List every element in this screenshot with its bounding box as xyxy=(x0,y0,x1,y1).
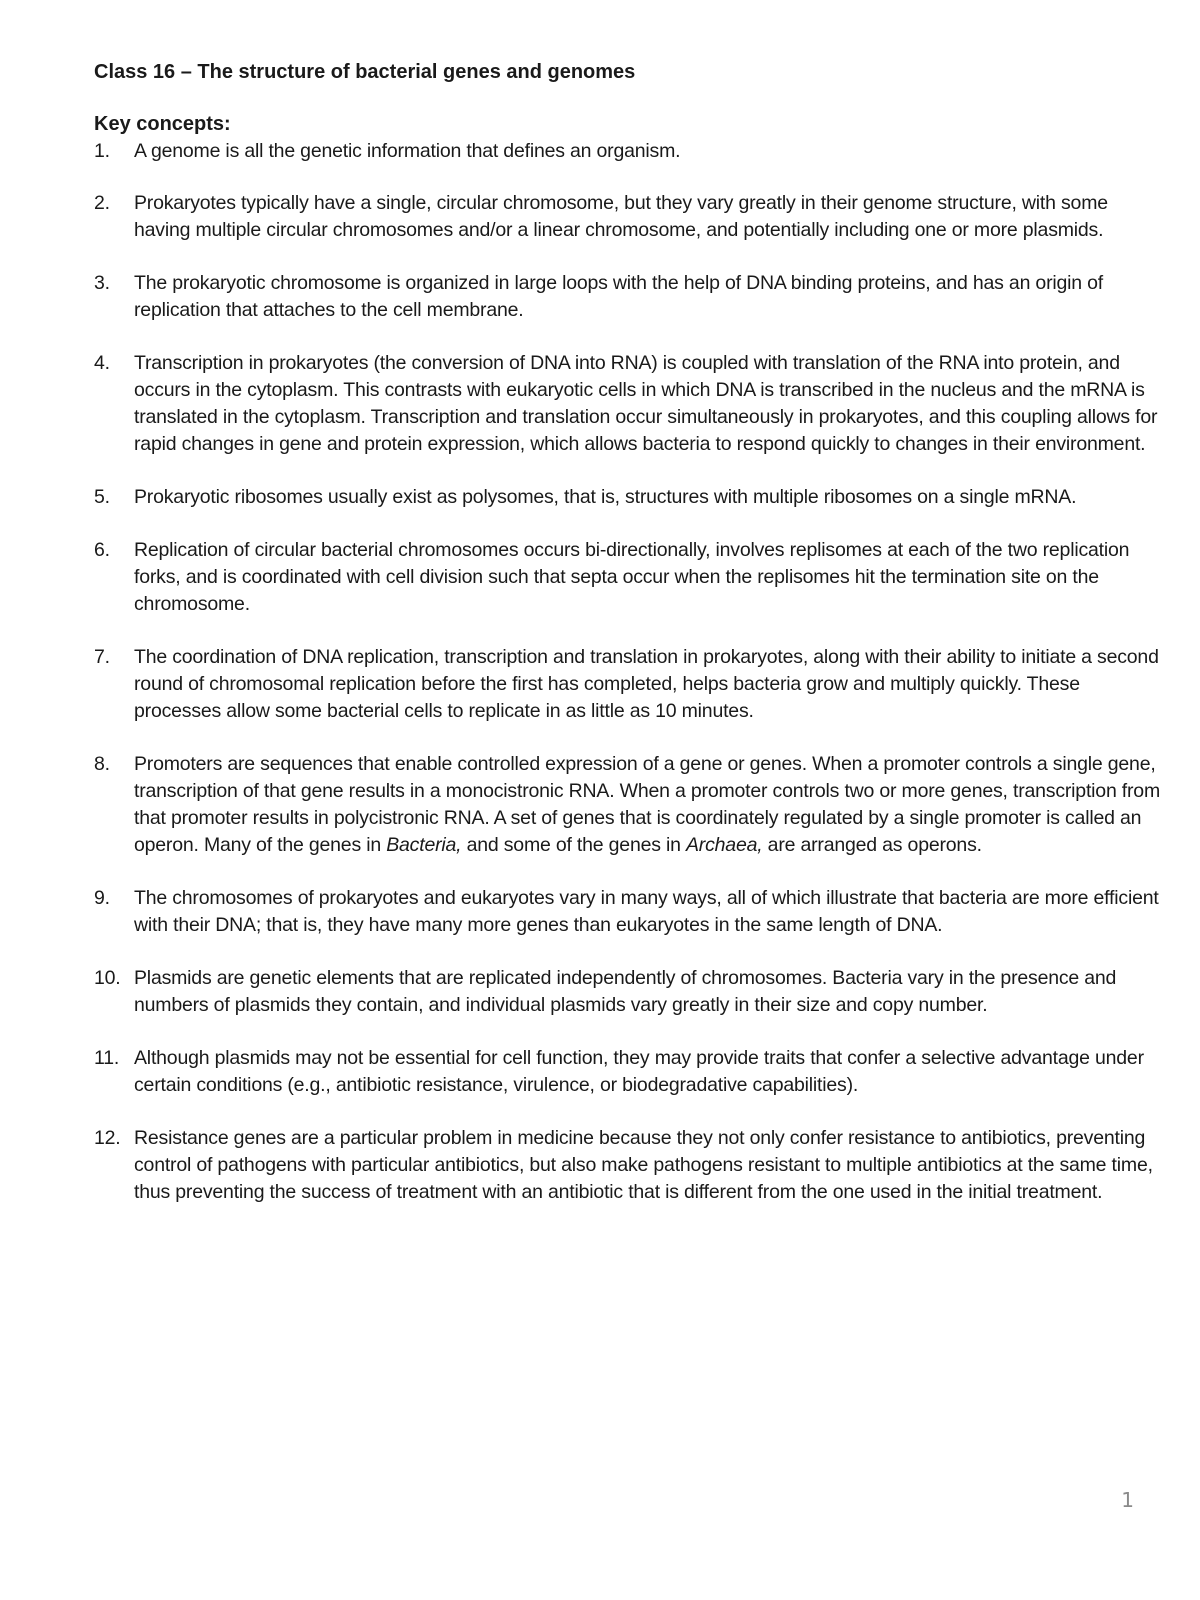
item-text: The prokaryotic chromosome is organized in large loops with the help of DNA binding proteins, and has an origin of replication that attaches to the cell membrane. xyxy=(134,272,1104,321)
item-text: Prokaryotic ribosomes usually exist as polysomes, that is, structures with multiple ribosomes on a single mRNA. xyxy=(134,486,1077,508)
list-item xyxy=(94,965,1164,1019)
item-number: 11. xyxy=(94,1047,120,1069)
list-item xyxy=(94,484,1164,511)
taxon-bacteria: Bacteria, xyxy=(386,834,462,856)
item-text xyxy=(134,753,1160,856)
list-item xyxy=(94,1045,1164,1099)
list-item xyxy=(94,270,1164,324)
list-item xyxy=(94,1125,1164,1206)
item-text: Although plasmids may not be essential for cell function, they may provide traits that confer a selective advantage under certain conditions (e.g., antibiotic resistance, virulence, or biodegradative capabilities). xyxy=(134,1047,1144,1096)
list-item xyxy=(94,751,1164,859)
page-title: Class 16 – The structure of bacterial genes and genomes xyxy=(94,61,636,83)
item-number: 2. xyxy=(94,192,110,214)
list-item xyxy=(94,138,1164,165)
item-number: 3. xyxy=(94,272,110,294)
item-text: The coordination of DNA replication, transcription and translation in prokaryotes, along with their ability to initiate a second round of chromosomal replication before the first has completed, helps bacteria grow and multiply quickly. These processes allow some bacterial cells to replicate in as little as 10 minutes. xyxy=(134,646,1159,722)
item-text: Plasmids are genetic elements that are replicated independently of chromosomes. Bacteria vary in the presence and numbers of plasmids they contain, and individual plasmids vary greatly in their size and copy number. xyxy=(134,967,1117,1016)
item-number: 12. xyxy=(94,1127,121,1149)
item-text: Resistance genes are a particular problem in medicine because they not only confer resistance to antibiotics, preventing control of pathogens with particular antibiotics, but also make pathogens resistant to multiple antibiotics at the same time, thus preventing the success of treatment with an antibiotic that is different from the one used in the initial treatment. xyxy=(134,1127,1153,1203)
item-number: 9. xyxy=(94,887,110,909)
item-number: 10. xyxy=(94,967,121,989)
item-text-part: Promoters are sequences that enable controlled expression of a gene or genes. When a promoter controls a single gene, transcription of that gene results in a monocistronic RNA. When a promoter controls two or more genes, transcription from that promoter results in polycistronic RNA. A set of genes that is coordinately regulated by a single promoter is called an operon. Many of the genes in xyxy=(134,753,1161,856)
taxon-archaea: Archaea, xyxy=(686,834,763,856)
item-text-part: and some of the genes in xyxy=(461,834,686,856)
item-number: 4. xyxy=(94,352,110,374)
item-number: 8. xyxy=(94,753,110,775)
item-number: 6. xyxy=(94,539,110,561)
item-text: The chromosomes of prokaryotes and eukaryotes vary in many ways, all of which illustrate that bacteria are more efficient with their DNA; that is, they have many more genes than eukaryotes in the same length of DNA. xyxy=(134,887,1159,936)
list-item xyxy=(94,537,1164,618)
item-text: Transcription in prokaryotes (the conversion of DNA into RNA) is coupled with translation of the RNA into protein, and occurs in the cytoplasm. This contrasts with eukaryotic cells in which DNA is transcribed in the nucleus and the mRNA is translated in the cytoplasm. Transcription and translation occur simultaneously in prokaryotes, and this coupling allows for rapid changes in gene and protein expression, which allows bacteria to respond quickly to changes in their environment. xyxy=(134,352,1158,455)
key-concepts-list xyxy=(94,138,1164,1206)
item-text: A genome is all the genetic information that defines an organism. xyxy=(134,140,681,162)
page-number: 1 xyxy=(1121,1488,1134,1512)
list-item xyxy=(94,885,1164,939)
item-text: Prokaryotes typically have a single, circular chromosome, but they vary greatly in their genome structure, with some having multiple circular chromosomes and/or a linear chromosome, and potentially including one or more plasmids. xyxy=(134,192,1108,241)
item-text-part: are arranged as operons. xyxy=(762,834,982,856)
page-content xyxy=(94,58,1164,1232)
list-item xyxy=(94,350,1164,458)
key-concepts-heading: Key concepts: xyxy=(94,113,231,135)
list-item xyxy=(94,190,1164,244)
item-number: 5. xyxy=(94,486,110,508)
item-text: Replication of circular bacterial chromosomes occurs bi-directionally, involves replisomes at each of the two replication forks, and is coordinated with cell division such that septa occur when the replisomes hit the termination site on the chromosome. xyxy=(134,539,1130,615)
item-number: 1. xyxy=(94,140,110,162)
list-item xyxy=(94,644,1164,725)
item-number: 7. xyxy=(94,646,110,668)
